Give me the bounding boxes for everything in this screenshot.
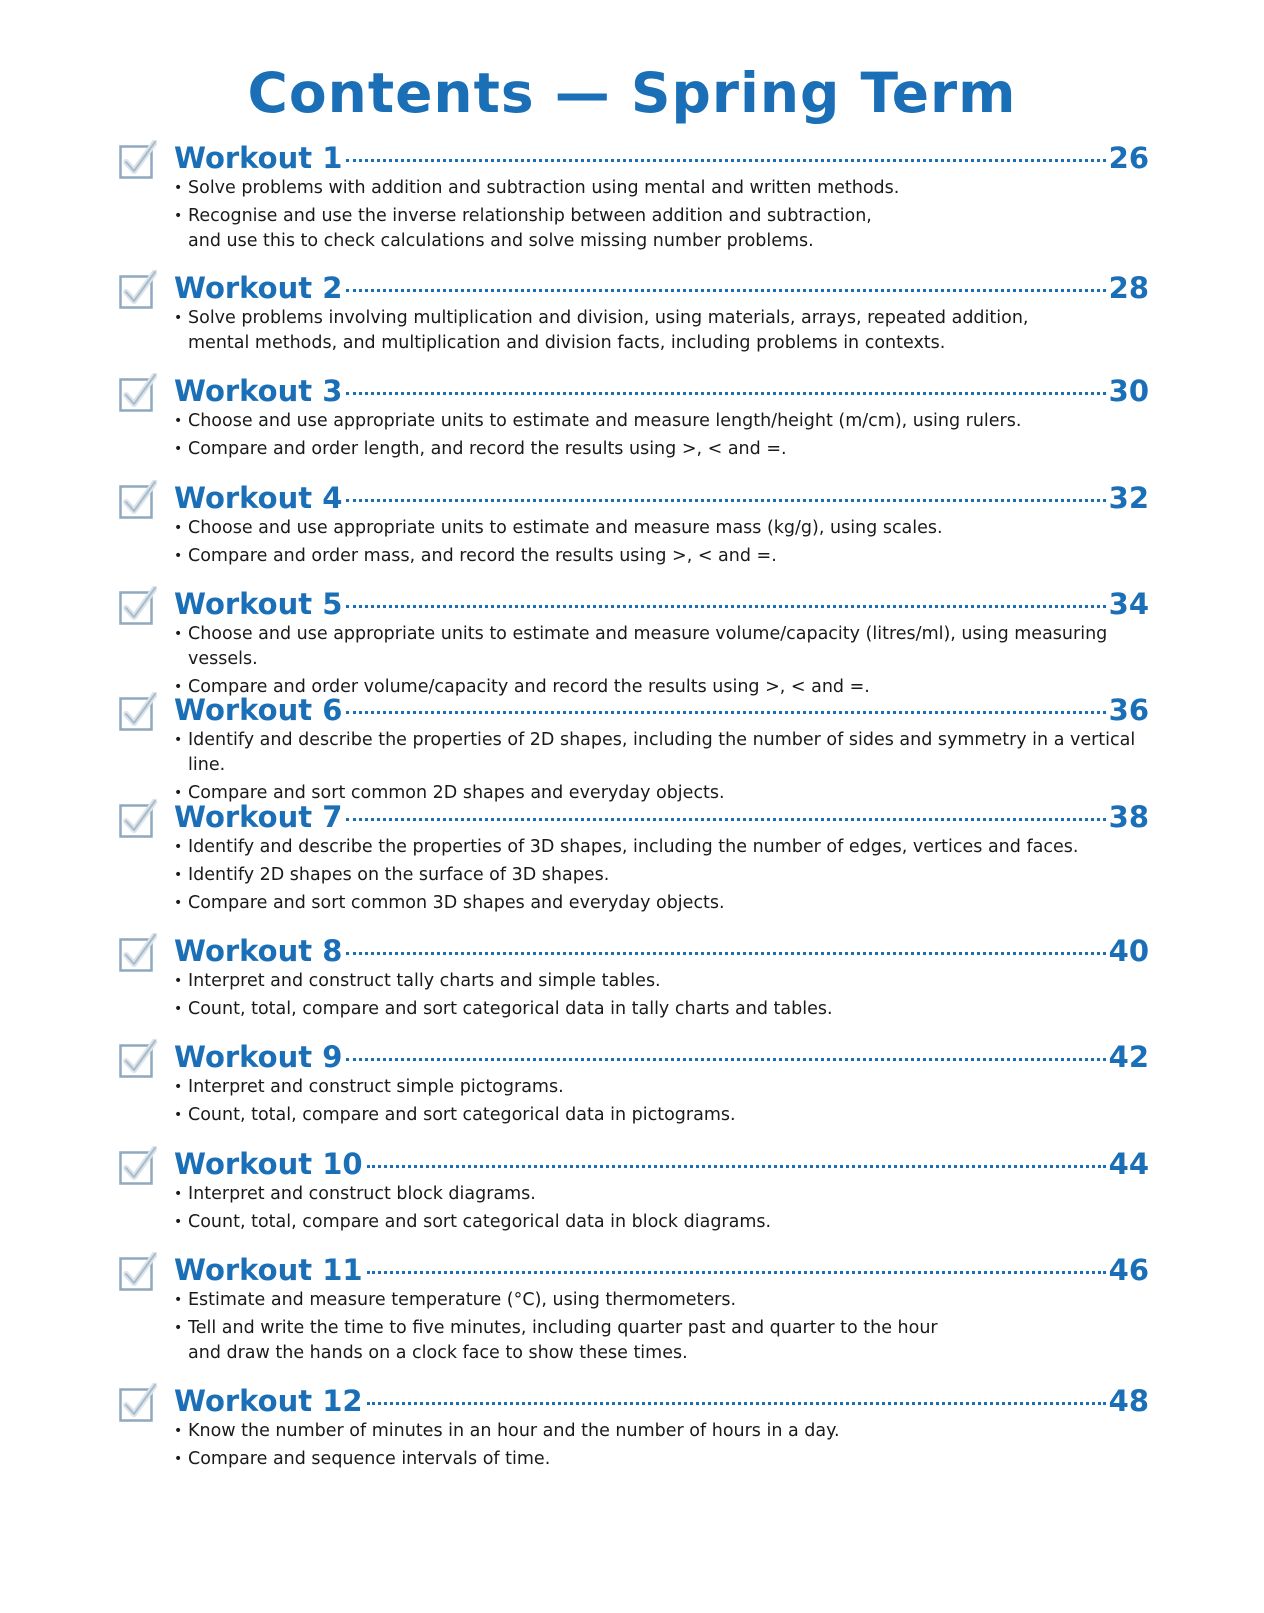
page-number: 34 bbox=[1108, 587, 1149, 621]
dot-leader bbox=[346, 818, 1105, 821]
entry-title: Workout 5 bbox=[174, 587, 343, 621]
checked-box-icon[interactable] bbox=[119, 1383, 155, 1423]
checked-box-icon[interactable] bbox=[119, 373, 155, 413]
checked-box-icon[interactable] bbox=[119, 480, 155, 520]
dot-leader bbox=[346, 1058, 1105, 1061]
objective-item: • Identify and describe the properties of 3D shapes, including the number of edges, vertices and faces. bbox=[174, 835, 1149, 860]
entry-heading[interactable] bbox=[174, 584, 1149, 624]
entry-title: Workout 12 bbox=[174, 1384, 363, 1418]
dot-leader bbox=[367, 1165, 1106, 1168]
objective-item: • Count, total, compare and sort categorical data in pictograms. bbox=[174, 1103, 1149, 1128]
dot-leader bbox=[346, 711, 1105, 714]
entry-title: Workout 11 bbox=[174, 1253, 363, 1287]
entry-title: Workout 3 bbox=[174, 374, 343, 408]
objective-item: • Interpret and construct simple pictograms. bbox=[174, 1075, 1149, 1100]
objective-item: • Estimate and measure temperature (°C), using thermometers. bbox=[174, 1288, 1149, 1313]
objectives-list bbox=[174, 516, 1149, 572]
entry-heading[interactable] bbox=[174, 1037, 1149, 1077]
checked-box-icon[interactable] bbox=[119, 1039, 155, 1079]
checked-box-icon[interactable] bbox=[119, 933, 155, 973]
objective-item: • Know the number of minutes in an hour and the number of hours in a day. bbox=[174, 1419, 1149, 1444]
objective-item: • Compare and order mass, and record the results using >, < and =. bbox=[174, 544, 1149, 569]
objective-item: • Choose and use appropriate units to estimate and measure length/height (m/cm), using rulers. bbox=[174, 409, 1149, 434]
dot-leader bbox=[346, 952, 1105, 955]
entry-title: Workout 7 bbox=[174, 800, 343, 834]
entry-title: Workout 1 bbox=[174, 141, 343, 175]
objectives-list bbox=[174, 1182, 1149, 1238]
entry-title: Workout 8 bbox=[174, 934, 343, 968]
entry-heading[interactable] bbox=[174, 1144, 1149, 1184]
checked-box-icon[interactable] bbox=[119, 586, 155, 626]
entry-heading[interactable] bbox=[174, 797, 1149, 837]
entry-title: Workout 4 bbox=[174, 481, 343, 515]
page-number: 26 bbox=[1108, 141, 1149, 175]
dot-leader bbox=[367, 1271, 1106, 1274]
checked-box-icon[interactable] bbox=[119, 799, 155, 839]
page-title: Contents — Spring Term bbox=[247, 61, 1017, 125]
objectives-list bbox=[174, 409, 1149, 465]
checked-box-icon[interactable] bbox=[119, 1146, 155, 1186]
objective-item: • Identify 2D shapes on the surface of 3D shapes. bbox=[174, 863, 1149, 888]
checked-box-icon[interactable] bbox=[119, 140, 155, 180]
objective-item: • Tell and write the time to five minutes, including quarter past and quarter to the hour and draw the hands on a clock face to show these times. bbox=[174, 1316, 1149, 1366]
page-number: 28 bbox=[1108, 271, 1149, 305]
page-number: 36 bbox=[1108, 693, 1149, 727]
dot-leader bbox=[346, 605, 1105, 608]
entry-heading[interactable] bbox=[174, 478, 1149, 518]
dot-leader bbox=[346, 499, 1105, 502]
entry-title: Workout 10 bbox=[174, 1147, 363, 1181]
entry-heading[interactable] bbox=[174, 371, 1149, 411]
objective-item: • Solve problems involving multiplication and division, using materials, arrays, repeated addition, mental methods, and multiplication and division facts, including problems in contexts. bbox=[174, 306, 1149, 356]
objective-item: • Compare and sort common 2D shapes and everyday objects. bbox=[174, 781, 1149, 806]
objectives-list bbox=[174, 176, 1149, 257]
entry-heading[interactable] bbox=[174, 931, 1149, 971]
objective-item: • Compare and sequence intervals of time. bbox=[174, 1447, 1149, 1472]
objectives-list bbox=[174, 1288, 1149, 1369]
objective-item: • Count, total, compare and sort categorical data in tally charts and tables. bbox=[174, 997, 1149, 1022]
entry-title: Workout 2 bbox=[174, 271, 343, 305]
page-number: 46 bbox=[1108, 1253, 1149, 1287]
objectives-list bbox=[174, 835, 1149, 919]
objective-item: • Count, total, compare and sort categorical data in block diagrams. bbox=[174, 1210, 1149, 1235]
dot-leader bbox=[346, 289, 1105, 292]
entry-heading[interactable] bbox=[174, 268, 1149, 308]
objective-item: • Compare and order length, and record the results using >, < and =. bbox=[174, 437, 1149, 462]
objectives-list bbox=[174, 306, 1149, 359]
page-number: 40 bbox=[1108, 934, 1149, 968]
entry-title: Workout 6 bbox=[174, 693, 343, 727]
page-number: 48 bbox=[1108, 1384, 1149, 1418]
entry-heading[interactable] bbox=[174, 1381, 1149, 1421]
objective-item: • Choose and use appropriate units to estimate and measure volume/capacity (litres/ml), using measuring vessels. bbox=[174, 622, 1149, 672]
page-number: 32 bbox=[1108, 481, 1149, 515]
objective-item: • Choose and use appropriate units to estimate and measure mass (kg/g), using scales. bbox=[174, 516, 1149, 541]
dot-leader bbox=[346, 159, 1105, 162]
page-number: 30 bbox=[1108, 374, 1149, 408]
objective-item: • Compare and sort common 3D shapes and everyday objects. bbox=[174, 891, 1149, 916]
page-number: 44 bbox=[1108, 1147, 1149, 1181]
objectives-list bbox=[174, 1075, 1149, 1131]
checked-box-icon[interactable] bbox=[119, 1252, 155, 1292]
objective-item: • Solve problems with addition and subtraction using mental and written methods. bbox=[174, 176, 1149, 201]
page-number: 42 bbox=[1108, 1040, 1149, 1074]
page-number: 38 bbox=[1108, 800, 1149, 834]
checked-box-icon[interactable] bbox=[119, 692, 155, 732]
entry-title: Workout 9 bbox=[174, 1040, 343, 1074]
objective-item: • Recognise and use the inverse relationship between addition and subtraction, and use this to check calculations and solve missing number problems. bbox=[174, 204, 1149, 254]
entry-heading[interactable] bbox=[174, 1250, 1149, 1290]
objective-item: • Compare and order volume/capacity and record the results using >, < and =. bbox=[174, 675, 1149, 700]
objectives-list bbox=[174, 969, 1149, 1025]
entry-heading[interactable] bbox=[174, 690, 1149, 730]
objectives-list bbox=[174, 1419, 1149, 1475]
dot-leader bbox=[367, 1402, 1106, 1405]
objective-item: • Interpret and construct block diagrams. bbox=[174, 1182, 1149, 1207]
objective-item: • Interpret and construct tally charts and simple tables. bbox=[174, 969, 1149, 994]
checked-box-icon[interactable] bbox=[119, 270, 155, 310]
entry-heading[interactable] bbox=[174, 138, 1149, 178]
objective-item: • Identify and describe the properties of 2D shapes, including the number of sides and symmetry in a vertical line. bbox=[174, 728, 1149, 778]
dot-leader bbox=[346, 392, 1105, 395]
